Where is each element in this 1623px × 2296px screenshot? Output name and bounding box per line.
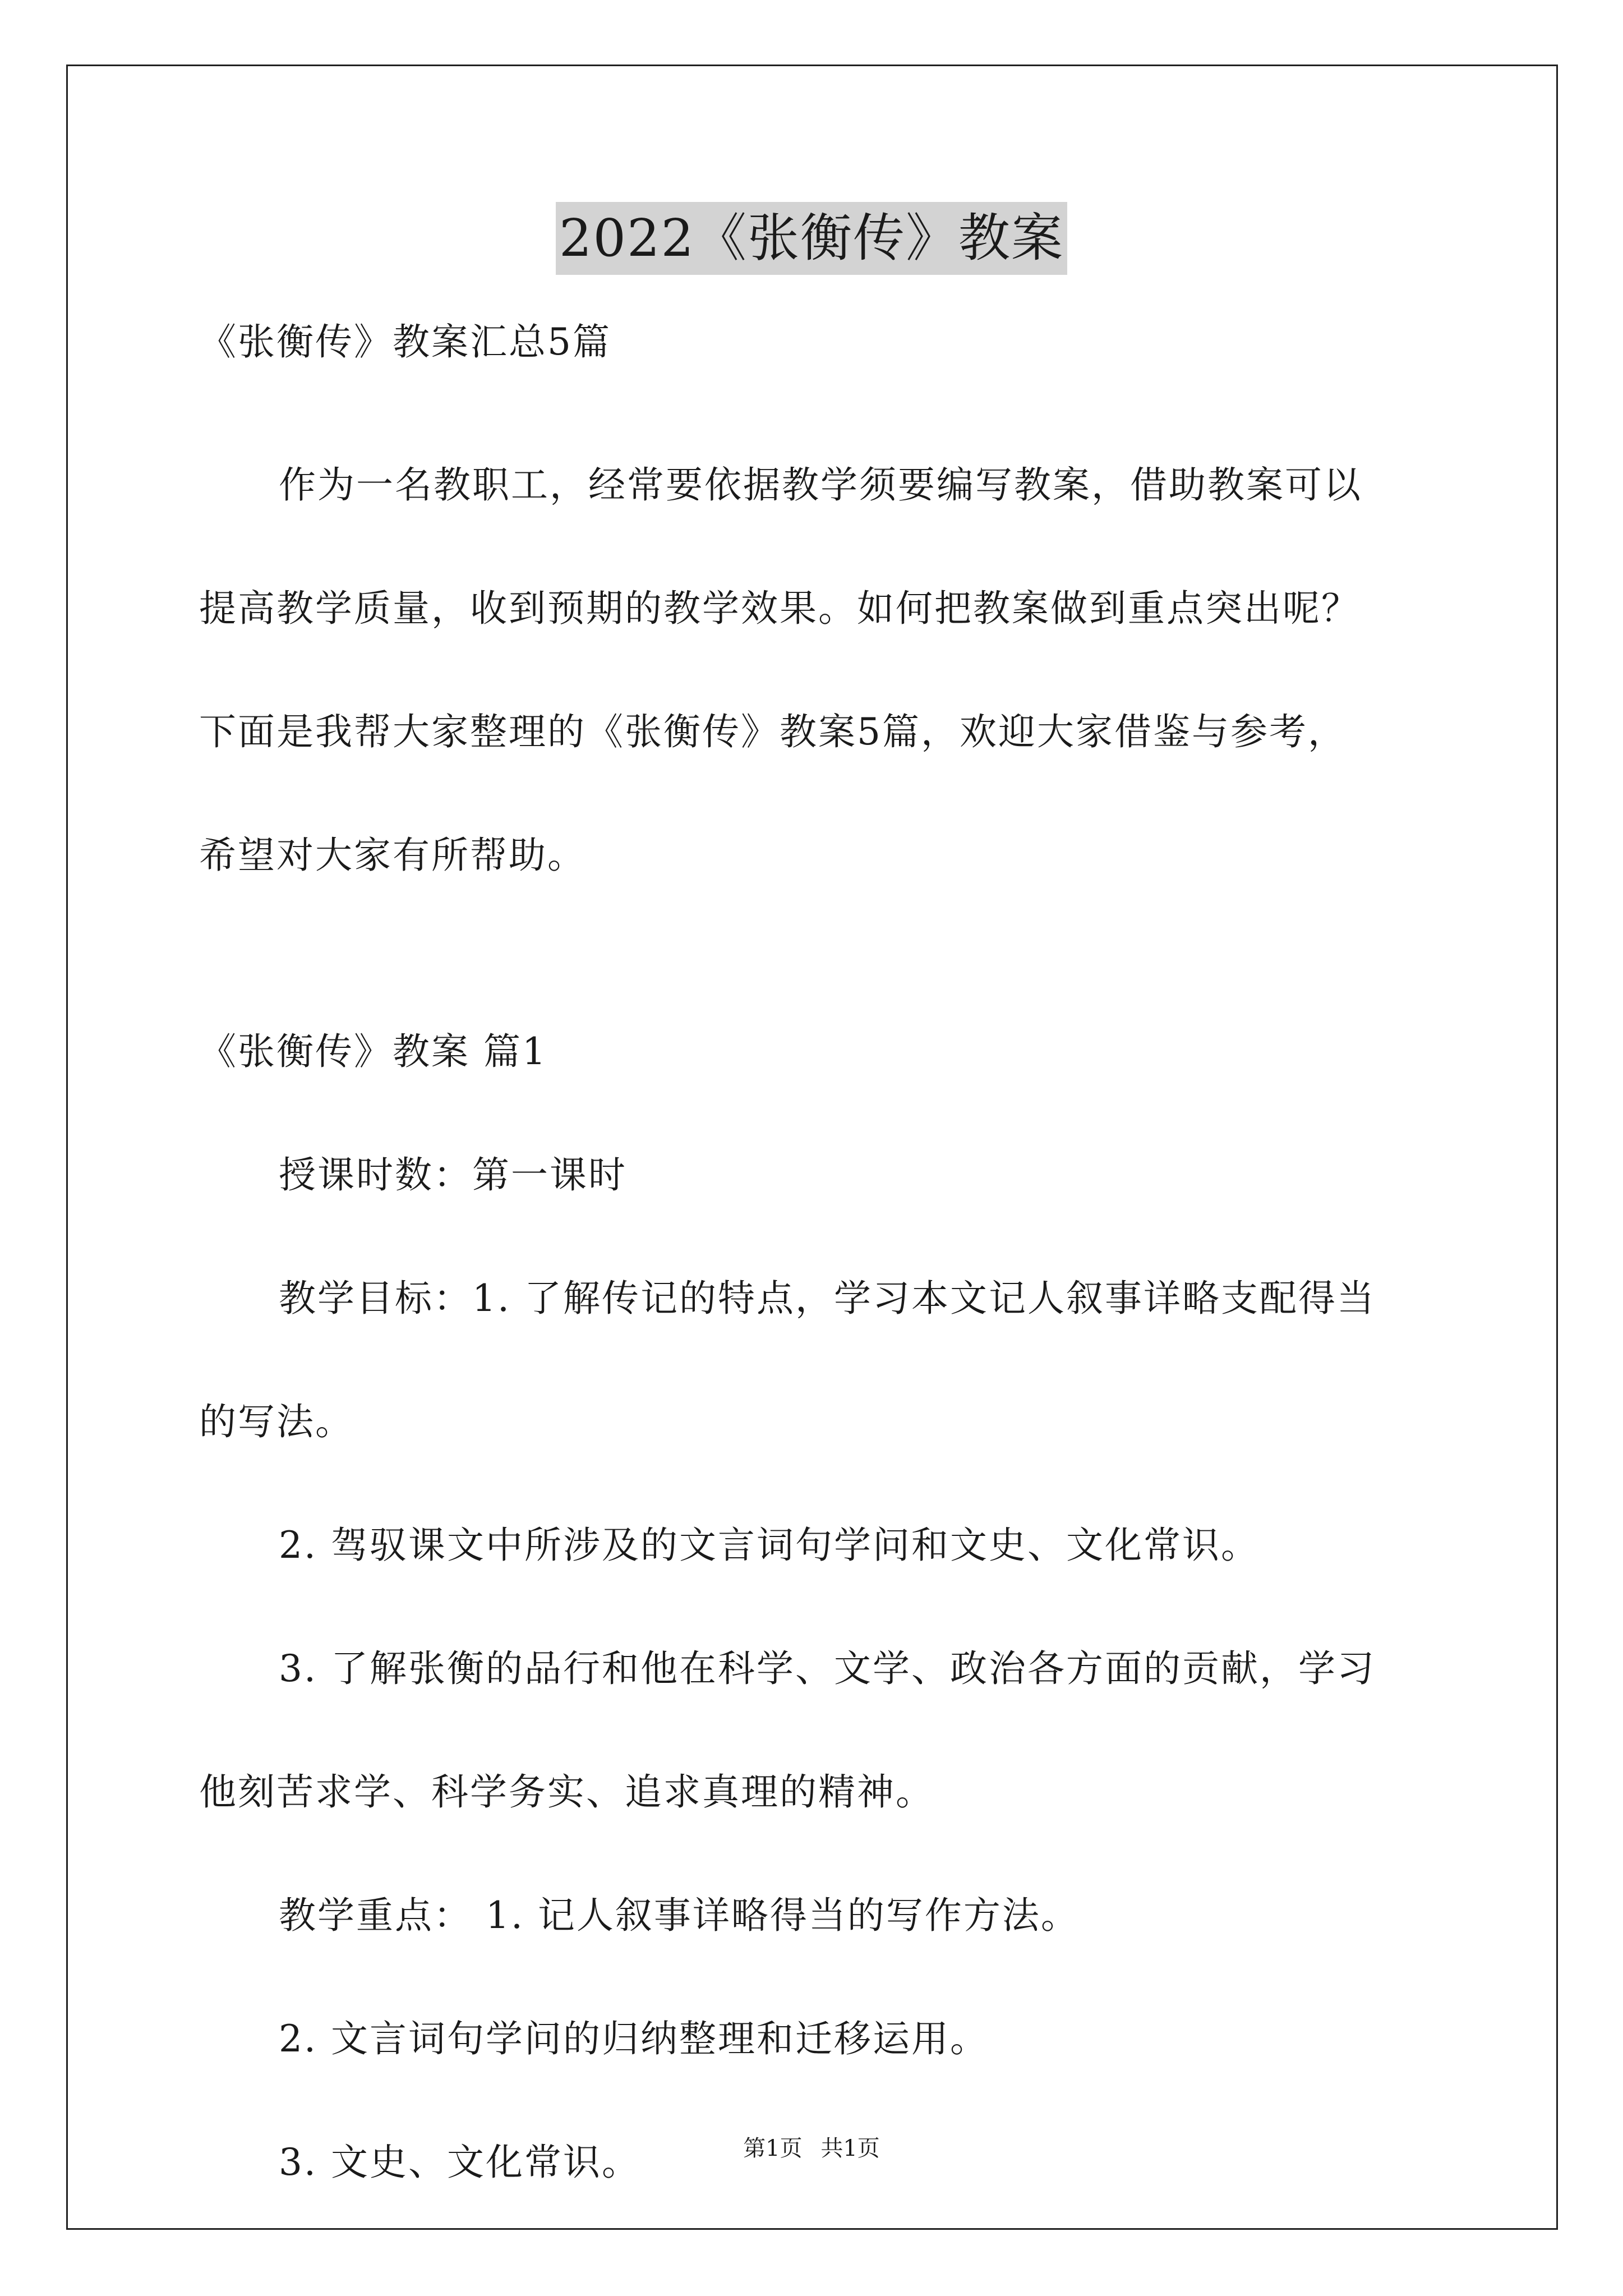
section-line-9: 3. 文史、文化常识。 <box>279 2141 640 2184</box>
section-line-6: 他刻苦求学、科学务实、追求真理的精神。 <box>199 1770 934 1814</box>
section-line-8: 2. 文言词句学问的归纳整理和迁移运用。 <box>279 2017 989 2060</box>
intro-line-3: 下面是我帮大家整理的《张衡传》教案5篇，欢迎大家借鉴与参考， <box>199 710 1347 753</box>
title-wrap <box>0 202 1623 275</box>
page-footer <box>0 2132 1623 2165</box>
section-line-2: 教学目标：1. 了解传记的特点，学习本文记人叙事详略支配得当 <box>279 1277 1376 1320</box>
section-line-1: 授课时数：第一课时 <box>279 1153 627 1197</box>
section-line-3: 的写法。 <box>199 1400 354 1443</box>
intro-line-4: 希望对大家有所帮助。 <box>199 834 586 877</box>
section-heading: 《张衡传》教案 篇1 <box>199 1030 547 1073</box>
section-line-7: 教学重点： 1. 记人叙事详略得当的写作方法。 <box>279 1894 1080 1937</box>
intro-line-1: 作为一名教职工，经常要依据教学须要编写教案，借助教案可以 <box>279 463 1362 507</box>
page-number: 第1页 <box>743 2136 803 2161</box>
subtitle: 《张衡传》教案汇总5篇 <box>199 320 611 364</box>
document-title: 2022《张衡传》教案 <box>556 202 1067 275</box>
section-line-5: 3. 了解张衡的品行和他在科学、文学、政治各方面的贡献，学习 <box>279 1647 1376 1690</box>
section-line-4: 2. 驾驭课文中所涉及的文言词句学问和文史、文化常识。 <box>279 1524 1260 1567</box>
intro-line-2: 提高教学质量，收到预期的教学效果。如何把教案做到重点突出呢？ <box>199 587 1360 630</box>
total-pages: 共1页 <box>820 2136 880 2161</box>
